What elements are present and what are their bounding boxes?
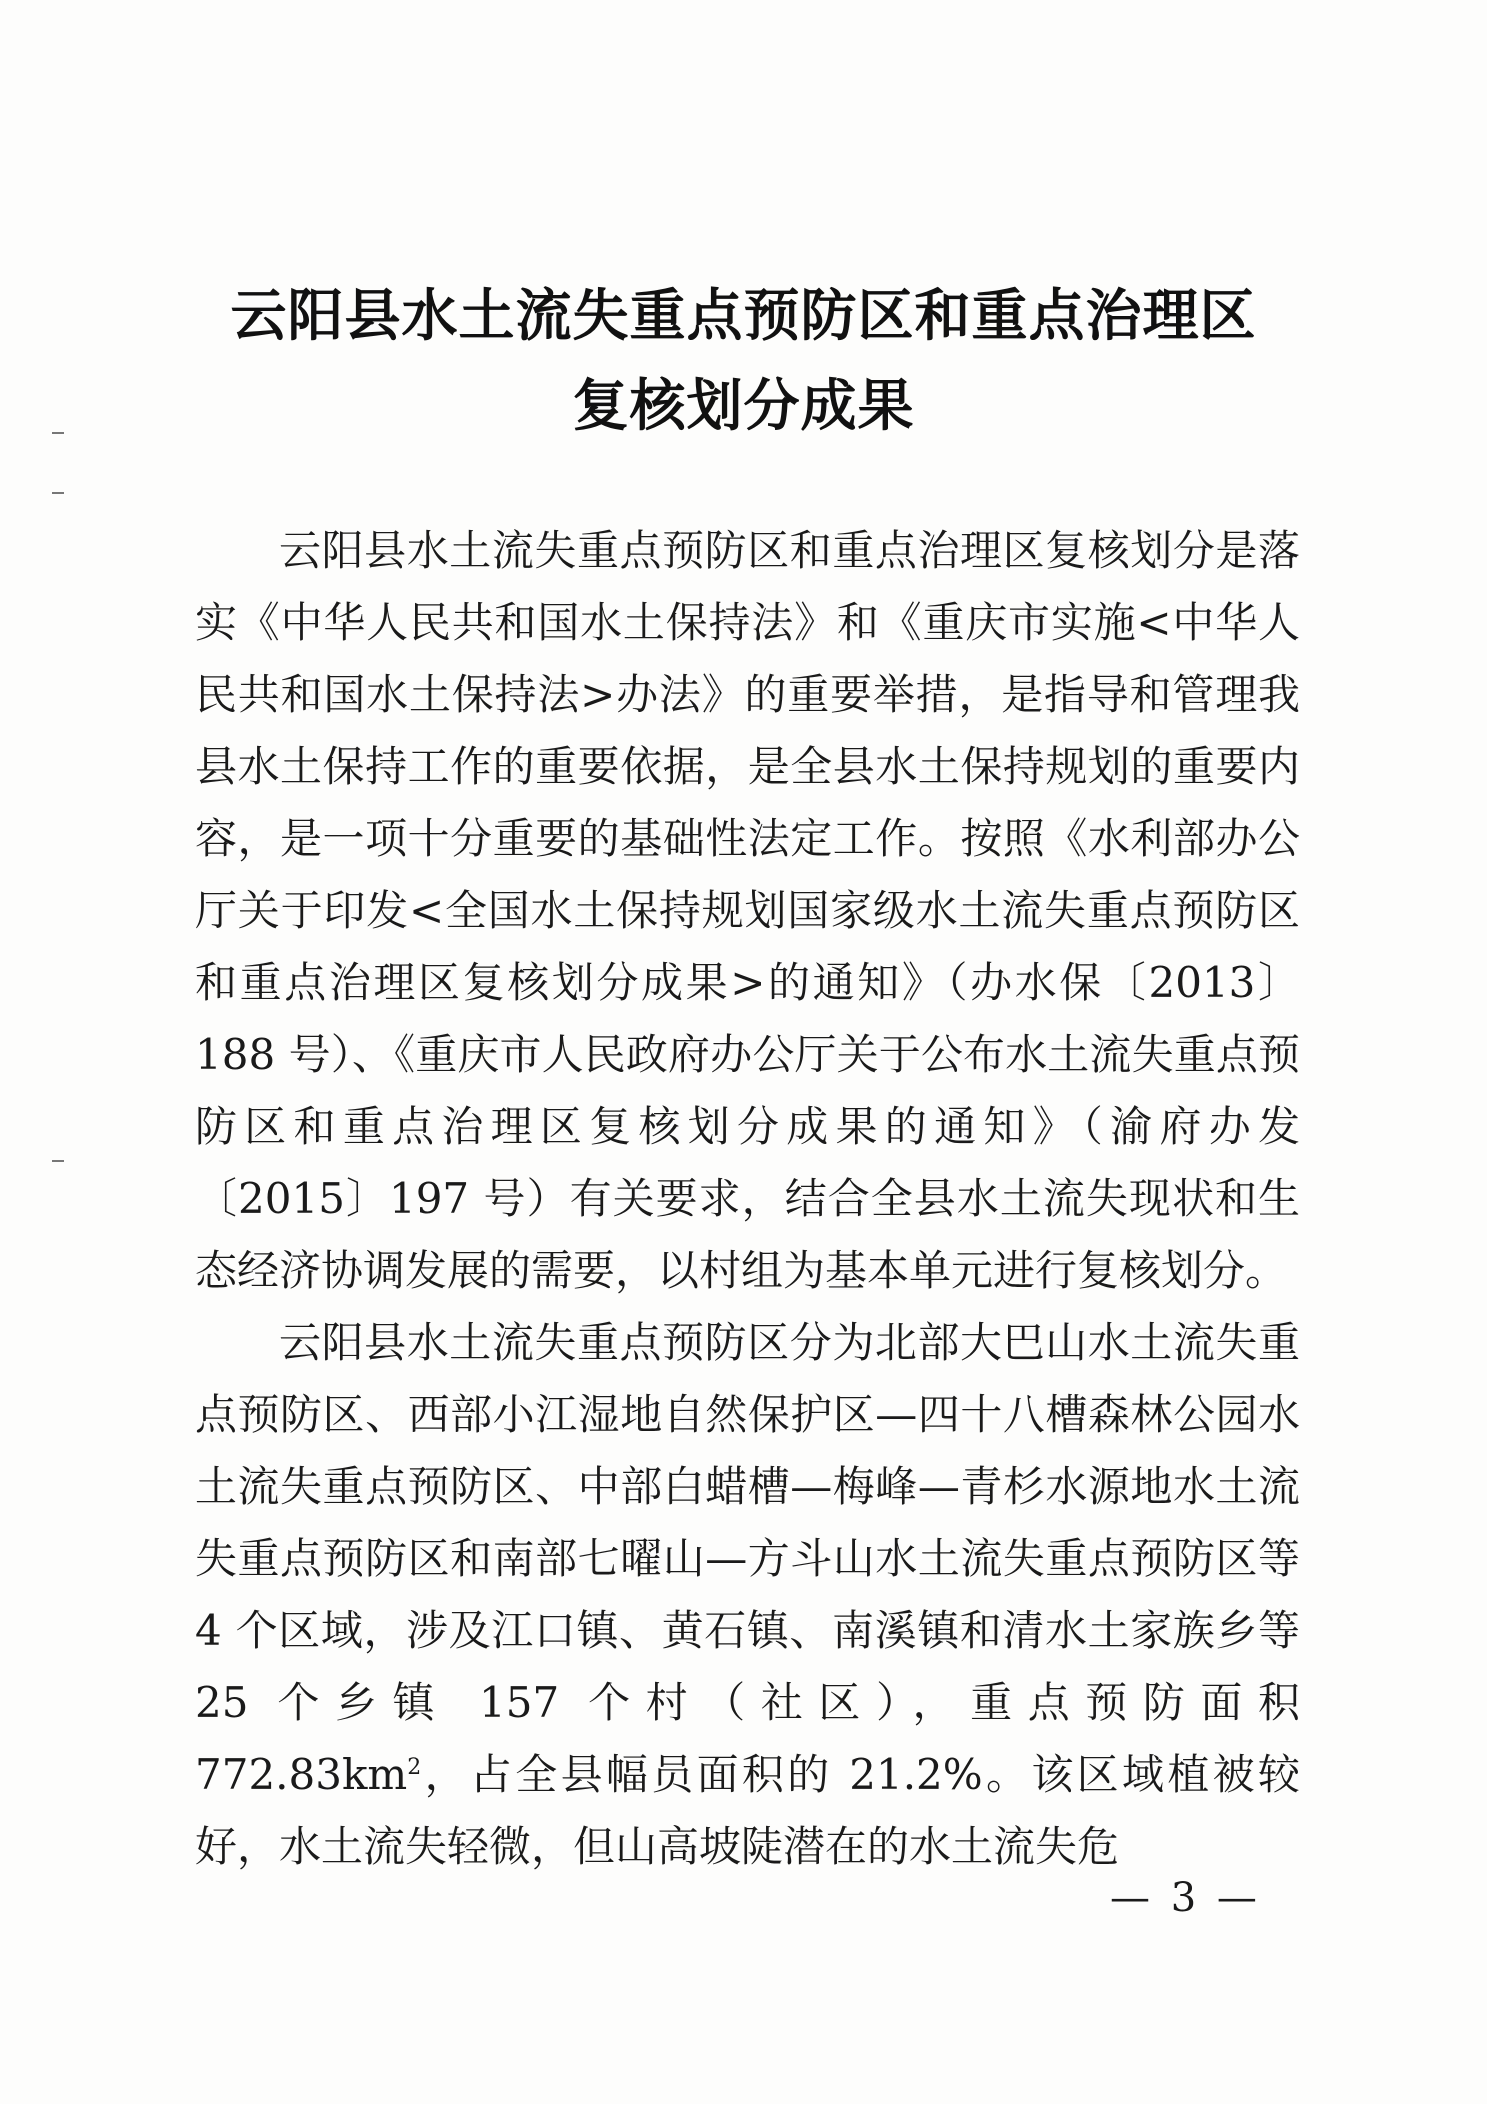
paragraph-2 — [195, 1307, 1300, 1883]
scan-mark — [52, 432, 64, 434]
page-number: — 3 — — [1110, 1875, 1261, 1921]
scan-mark — [52, 492, 64, 494]
paragraph-2-text-a: 云阳县水土流失重点预防区分为北部大巴山水土流失重点预防区、西部小江湿地自然保护区—四十八槽森林公园水土流失重点预防区、中部白蜡槽—梅峰—青杉水源地水土流失重点预防区和南部七曜山—方斗山水土流失重点预防区等 4 个区域，涉及江口镇、黄石镇、南溪镇和清水土家族乡等 25 个乡镇 157 个村（社区），重点预防面积 772.83km — [195, 1318, 1300, 1799]
document-body — [195, 515, 1300, 1883]
paragraph-1: 云阳县水土流失重点预防区和重点治理区复核划分是落实《中华人民共和国水土保持法》和《重庆市实施<中华人民共和国水土保持法>办法》的重要举措，是指导和管理我县水土保持工作的重要依据，是全县水土保持规划的重要内容，是一项十分重要的基础性法定工作。按照《水利部办公厅关于印发<全国水土保持规划国家级水土流失重点预防区和重点治理区复核划分成果>的通知》（办水保〔2013〕188 号）、《重庆市人民政府办公厅关于公布水土流失重点预防区和重点治理区复核划分成果的通知》（渝府办发〔2015〕197 号）有关要求，结合全县水土流失现状和生态经济协调发展的需要，以村组为基本单元进行复核划分。 — [195, 526, 1300, 1295]
paragraph-2-text-b: ，占全县幅员面积的 21.2%。该区域植被较好，水土流失轻微，但山高坡陡潜在的水土流失危 — [195, 1750, 1300, 1871]
superscript: 2 — [407, 1755, 422, 1780]
document-title-line-1: 云阳县水土流失重点预防区和重点治理区 — [230, 284, 1257, 349]
document-title-line-2: 复核划分成果 — [572, 374, 915, 439]
scan-mark — [52, 1160, 64, 1162]
